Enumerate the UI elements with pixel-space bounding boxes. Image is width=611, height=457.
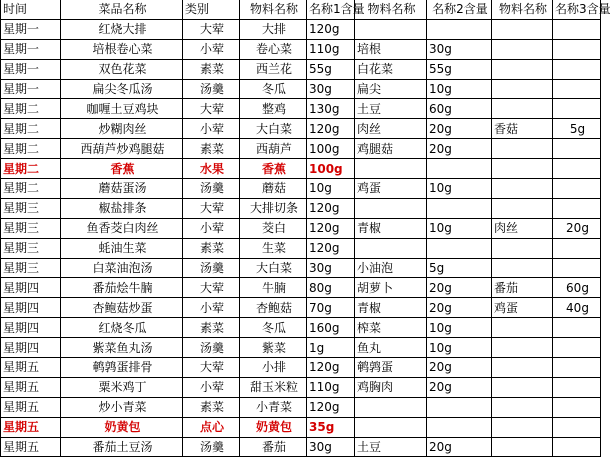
cell-material-1: 香蕉: [240, 159, 307, 179]
cell-material-3: 肉丝: [492, 218, 553, 238]
cell-amount-1: 35g: [307, 417, 355, 437]
cell-dish-name: 炒糊肉丝: [61, 119, 183, 139]
cell-amount-1: 120g: [307, 119, 355, 139]
cell-amount-2: [427, 238, 492, 258]
cell-amount-2: 20g: [427, 377, 492, 397]
cell-dish-name: 炒小青菜: [61, 397, 183, 417]
cell-material-2: 鱼丸: [355, 338, 427, 358]
cell-amount-1: 120g: [307, 218, 355, 238]
cell-day: 星期三: [1, 198, 61, 218]
cell-material-2: [355, 19, 427, 39]
cell-amount-3: [553, 59, 601, 79]
cell-category: 小荤: [183, 119, 240, 139]
table-row: [1, 298, 601, 318]
cell-amount-1: 120g: [307, 238, 355, 258]
header-cell-dish: 菜品名称: [61, 0, 183, 19]
cell-day: 星期一: [1, 39, 61, 59]
cell-amount-2: 20g: [427, 437, 492, 457]
cell-amount-2: 55g: [427, 59, 492, 79]
cell-amount-2: 20g: [427, 358, 492, 378]
header-cell-material-1: 物料名称: [240, 0, 307, 19]
cell-dish-name: 扁尖冬瓜汤: [61, 79, 183, 99]
cell-amount-2: 10g: [427, 318, 492, 338]
cell-amount-3: [553, 397, 601, 417]
header-cell-material-2: 物料名称: [355, 0, 427, 19]
cell-amount-3: [553, 39, 601, 59]
cell-material-2: 榨菜: [355, 318, 427, 338]
header-cell-category: 类别: [183, 0, 240, 19]
cell-category: 汤羹: [183, 437, 240, 457]
cell-material-1: 冬瓜: [240, 79, 307, 99]
cell-material-1: 大排切条: [240, 198, 307, 218]
cell-material-2: 鸡腿菇: [355, 139, 427, 159]
cell-day: 星期三: [1, 218, 61, 238]
cell-dish-name: 粟米鸡丁: [61, 377, 183, 397]
cell-day: 星期一: [1, 59, 61, 79]
cell-material-1: 蘑菇: [240, 179, 307, 199]
cell-dish-name: 椒盐排条: [61, 198, 183, 218]
cell-amount-2: 10g: [427, 338, 492, 358]
cell-amount-2: [427, 19, 492, 39]
cell-amount-3: [553, 99, 601, 119]
cell-amount-3: [553, 179, 601, 199]
cell-amount-1: 100g: [307, 159, 355, 179]
cell-material-2: 青椒: [355, 218, 427, 238]
cell-amount-3: [553, 139, 601, 159]
cell-material-1: 冬瓜: [240, 318, 307, 338]
table-row: [1, 278, 601, 298]
cell-material-1: 大排: [240, 19, 307, 39]
cell-amount-1: 110g: [307, 377, 355, 397]
cell-material-1: 紫菜: [240, 338, 307, 358]
cell-category: 大荤: [183, 19, 240, 39]
cell-dish-name: 蚝油生菜: [61, 238, 183, 258]
cell-material-3: [492, 417, 553, 437]
cell-amount-1: 70g: [307, 298, 355, 318]
table-row: [1, 19, 601, 39]
cell-day: 星期一: [1, 19, 61, 39]
cell-dish-name: 番茄烩牛腩: [61, 278, 183, 298]
table-row: [1, 358, 601, 378]
cell-category: 水果: [183, 159, 240, 179]
cell-category: 大荤: [183, 358, 240, 378]
cell-dish-name: 鱼香茭白肉丝: [61, 218, 183, 238]
cell-material-2: 土豆: [355, 437, 427, 457]
cell-material-1: 西葫芦: [240, 139, 307, 159]
cell-category: 汤羹: [183, 258, 240, 278]
table-row: [1, 338, 601, 358]
cell-category: 小荤: [183, 298, 240, 318]
cell-material-2: [355, 397, 427, 417]
cell-material-3: [492, 238, 553, 258]
cell-material-3: [492, 59, 553, 79]
cell-amount-1: 160g: [307, 318, 355, 338]
cell-day: 星期四: [1, 338, 61, 358]
cell-category: 大荤: [183, 99, 240, 119]
table-row: [1, 198, 601, 218]
cell-material-2: [355, 417, 427, 437]
cell-material-1: 西兰花: [240, 59, 307, 79]
cell-amount-1: 30g: [307, 79, 355, 99]
cell-dish-name: 红烧冬瓜: [61, 318, 183, 338]
cell-dish-name: 红烧大排: [61, 19, 183, 39]
cell-dish-name: 培根卷心菜: [61, 39, 183, 59]
cell-category: 大荤: [183, 198, 240, 218]
cell-material-3: 香菇: [492, 119, 553, 139]
cell-day: 星期二: [1, 179, 61, 199]
header-cell-amount-1: 名称1含量: [307, 0, 355, 19]
cell-category: 汤羹: [183, 338, 240, 358]
cell-material-3: [492, 397, 553, 417]
cell-dish-name: 咖喱土豆鸡块: [61, 99, 183, 119]
cell-material-3: [492, 79, 553, 99]
cell-day: 星期二: [1, 99, 61, 119]
cell-category: 汤羹: [183, 179, 240, 199]
cell-material-2: [355, 198, 427, 218]
cell-material-2: [355, 159, 427, 179]
cell-material-2: 肉丝: [355, 119, 427, 139]
cell-amount-2: 60g: [427, 99, 492, 119]
cell-amount-2: 10g: [427, 218, 492, 238]
cell-dish-name: 奶黄包: [61, 417, 183, 437]
cell-material-1: 杏鲍菇: [240, 298, 307, 318]
cell-material-1: 大白菜: [240, 119, 307, 139]
cell-dish-name: 紫菜鱼丸汤: [61, 338, 183, 358]
cell-amount-3: [553, 318, 601, 338]
cell-category: 汤羹: [183, 79, 240, 99]
cell-amount-2: 20g: [427, 298, 492, 318]
cell-material-1: 甜玉米粒: [240, 377, 307, 397]
cell-material-2: 鹌鹑蛋: [355, 358, 427, 378]
table-row: [1, 377, 601, 397]
cell-amount-1: 110g: [307, 39, 355, 59]
table-row: [1, 238, 601, 258]
table-row: [1, 437, 601, 457]
table-row: [1, 318, 601, 338]
cell-day: 星期五: [1, 358, 61, 378]
cell-amount-3: 20g: [553, 218, 601, 238]
cell-category: 素菜: [183, 139, 240, 159]
cell-amount-3: 40g: [553, 298, 601, 318]
cell-amount-1: 130g: [307, 99, 355, 119]
cell-material-3: [492, 19, 553, 39]
cell-material-3: [492, 358, 553, 378]
cell-dish-name: 香蕉: [61, 159, 183, 179]
cell-amount-3: [553, 437, 601, 457]
cell-category: 大荤: [183, 278, 240, 298]
table-row: [1, 258, 601, 278]
cell-category: 小荤: [183, 39, 240, 59]
cell-material-2: 培根: [355, 39, 427, 59]
cell-amount-3: 5g: [553, 119, 601, 139]
cell-material-3: [492, 318, 553, 338]
cell-material-1: 番茄: [240, 437, 307, 457]
header-cell-amount-2: 名称2含量: [427, 0, 492, 19]
cell-amount-2: 20g: [427, 278, 492, 298]
header-cell-amount-3: 名称3含量: [553, 0, 601, 19]
cell-amount-3: [553, 159, 601, 179]
cell-dish-name: 双色花菜: [61, 59, 183, 79]
cell-amount-2: 20g: [427, 119, 492, 139]
table-row: [1, 218, 601, 238]
cell-category: 小荤: [183, 377, 240, 397]
cell-material-3: [492, 338, 553, 358]
cell-category: 素菜: [183, 238, 240, 258]
cell-day: 星期三: [1, 258, 61, 278]
cell-day: 星期二: [1, 139, 61, 159]
cell-material-2: 扁尖: [355, 79, 427, 99]
cell-material-2: 小油泡: [355, 258, 427, 278]
cell-material-2: 胡萝卜: [355, 278, 427, 298]
cell-material-2: 土豆: [355, 99, 427, 119]
cell-day: 星期四: [1, 318, 61, 338]
cell-day: 星期二: [1, 159, 61, 179]
table-row: [1, 39, 601, 59]
cell-day: 星期三: [1, 238, 61, 258]
table-row: [1, 139, 601, 159]
cell-amount-2: [427, 397, 492, 417]
cell-dish-name: 西葫芦炒鸡腿菇: [61, 139, 183, 159]
cell-amount-1: 100g: [307, 139, 355, 159]
cell-dish-name: 杏鲍菇炒蛋: [61, 298, 183, 318]
cell-material-2: 青椒: [355, 298, 427, 318]
menu-table-body: [1, 19, 601, 457]
cell-category: 小荤: [183, 218, 240, 238]
cell-amount-3: [553, 377, 601, 397]
cell-material-3: [492, 179, 553, 199]
cell-material-1: 小排: [240, 358, 307, 378]
cell-category: 素菜: [183, 318, 240, 338]
cell-material-2: 白花菜: [355, 59, 427, 79]
cell-amount-1: 30g: [307, 258, 355, 278]
cell-dish-name: 白菜油泡汤: [61, 258, 183, 278]
cell-material-3: 番茄: [492, 278, 553, 298]
cell-amount-3: [553, 417, 601, 437]
cell-material-3: [492, 39, 553, 59]
cell-amount-3: 60g: [553, 278, 601, 298]
cell-amount-2: [427, 417, 492, 437]
cell-amount-1: 10g: [307, 179, 355, 199]
cell-material-3: [492, 159, 553, 179]
cell-amount-2: 5g: [427, 258, 492, 278]
header-row: [1, 0, 601, 19]
cell-material-1: 奶黄包: [240, 417, 307, 437]
cell-amount-3: [553, 358, 601, 378]
cell-amount-3: [553, 338, 601, 358]
cell-amount-1: 120g: [307, 19, 355, 39]
cell-material-2: 鸡蛋: [355, 179, 427, 199]
header-cell-material-3: 物料名称: [492, 0, 553, 19]
cell-amount-3: [553, 79, 601, 99]
cell-amount-1: 120g: [307, 198, 355, 218]
table-row: [1, 119, 601, 139]
cell-material-1: 小青菜: [240, 397, 307, 417]
cell-amount-2: 30g: [427, 39, 492, 59]
cell-dish-name: 番茄土豆汤: [61, 437, 183, 457]
cell-material-2: 鸡胸肉: [355, 377, 427, 397]
cell-day: 星期五: [1, 377, 61, 397]
cell-day: 星期五: [1, 417, 61, 437]
cell-amount-2: 10g: [427, 179, 492, 199]
cell-day: 星期四: [1, 298, 61, 318]
cell-dish-name: 蘑菇蛋汤: [61, 179, 183, 199]
cell-day: 星期二: [1, 119, 61, 139]
cell-material-3: [492, 258, 553, 278]
header-cell-day: 时间: [1, 0, 61, 19]
cell-amount-2: [427, 198, 492, 218]
cell-material-3: [492, 377, 553, 397]
cell-category: 素菜: [183, 397, 240, 417]
cell-amount-1: 120g: [307, 397, 355, 417]
cell-amount-2: 10g: [427, 79, 492, 99]
table-row: [1, 417, 601, 437]
cell-material-1: 整鸡: [240, 99, 307, 119]
cell-amount-1: 120g: [307, 358, 355, 378]
table-row: [1, 179, 601, 199]
cell-amount-2: [427, 159, 492, 179]
cell-material-1: 卷心菜: [240, 39, 307, 59]
cell-material-3: 鸡蛋: [492, 298, 553, 318]
cell-material-2: [355, 238, 427, 258]
cell-material-3: [492, 99, 553, 119]
cell-material-1: 大白菜: [240, 258, 307, 278]
cell-material-1: 牛腩: [240, 278, 307, 298]
cell-material-1: 茭白: [240, 218, 307, 238]
cell-amount-1: 30g: [307, 437, 355, 457]
cell-category: 素菜: [183, 59, 240, 79]
cell-amount-2: 20g: [427, 139, 492, 159]
table-row: [1, 59, 601, 79]
cell-amount-3: [553, 19, 601, 39]
cell-day: 星期一: [1, 79, 61, 99]
cell-amount-3: [553, 198, 601, 218]
cell-material-1: 生菜: [240, 238, 307, 258]
table-row: [1, 159, 601, 179]
cell-amount-3: [553, 238, 601, 258]
cell-day: 星期五: [1, 397, 61, 417]
cell-material-3: [492, 139, 553, 159]
table-row: [1, 397, 601, 417]
cell-amount-1: 1g: [307, 338, 355, 358]
cell-amount-3: [553, 258, 601, 278]
cell-dish-name: 鹌鹑蛋排骨: [61, 358, 183, 378]
cell-material-3: [492, 198, 553, 218]
cell-day: 星期五: [1, 437, 61, 457]
table-row: [1, 79, 601, 99]
cell-category: 点心: [183, 417, 240, 437]
table-row: [1, 99, 601, 119]
cell-day: 星期四: [1, 278, 61, 298]
cell-amount-1: 80g: [307, 278, 355, 298]
cell-material-3: [492, 437, 553, 457]
cell-amount-1: 55g: [307, 59, 355, 79]
